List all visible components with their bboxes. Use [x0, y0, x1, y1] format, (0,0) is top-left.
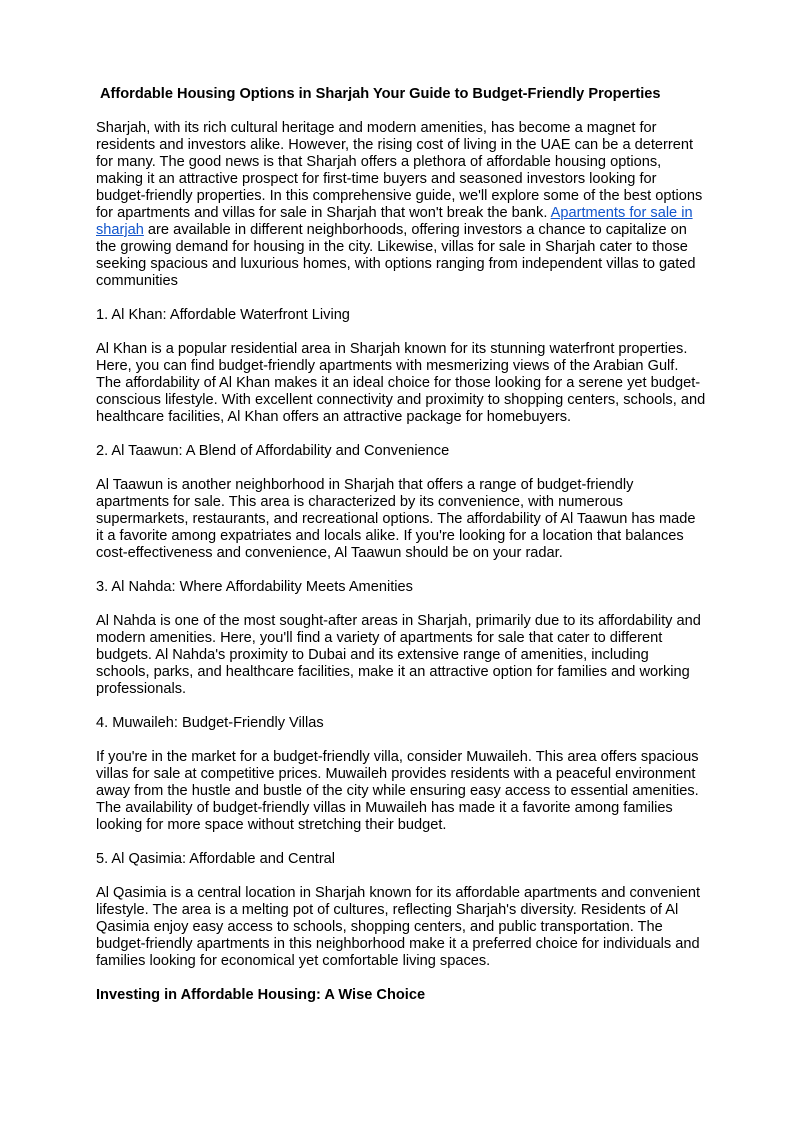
- document-title: Affordable Housing Options in Sharjah Your Guide to Budget-Friendly Properties: [100, 86, 661, 102]
- document-page: [96, 86, 706, 1004]
- closing-heading: Investing in Affordable Housing: A Wise Choice: [96, 987, 426, 1003]
- intro-text-before-link: Sharjah, with its rich cultural heritage and modern amenities, has become a magnet for residents and investors alike. However, the rising cost of living in the UAE can be a deterrent for many. The good news is that Sharjah offers a plethora of affordable housing options, making it an attractive prospect for first-time buyers and seasoned investors looking for budget-friendly properties. In this comprehensive guide, we'll explore some of the best options for apartments and villas for sale in Sharjah that won't break the bank.: [96, 120, 703, 221]
- section-heading-muwaileh: 4. Muwaileh: Budget-Friendly Villas: [96, 715, 324, 731]
- section-body-al-nahda: Al Nahda is one of the most sought-after areas in Sharjah, primarily due to its affordability and modern amenities. Here, you'll find a variety of apartments for sale that cater to different budgets. Al Nahda's proximity to Dubai and its extensive range of amenities, including schools, parks, and healthcare facilities, make it an attractive option for families and working professionals.: [96, 613, 701, 697]
- section-body-al-taawun: Al Taawun is another neighborhood in Sharjah that offers a range of budget-friendly apartments for sale. This area is characterized by its convenience, with numerous supermarkets, restaurants, and recreational options. The affordability of Al Taawun has made it a favorite among expatriates and locals alike. If you're looking for a location that balances cost-effectiveness and convenience, Al Taawun should be on your radar.: [96, 477, 696, 561]
- section-heading-al-qasimia: 5. Al Qasimia: Affordable and Central: [96, 851, 336, 867]
- intro-text-after-link: are available in different neighborhoods, offering investors a chance to capitalize on the growing demand for housing in the city. Likewise, villas for sale in Sharjah cater to those seeking spacious and luxurious homes, with options ranging from independent villas to gated communities: [96, 222, 696, 289]
- section-heading-al-taawun: 2. Al Taawun: A Blend of Affordability and Convenience: [96, 443, 450, 459]
- section-heading-al-nahda: 3. Al Nahda: Where Affordability Meets Amenities: [96, 579, 413, 595]
- section-body-muwaileh: If you're in the market for a budget-friendly villa, consider Muwaileh. This area offers spacious villas for sale at competitive prices. Muwaileh provides residents with a peaceful environment away from the hustle and bustle of the city while ensuring easy access to essential amenities. The availability of budget-friendly villas in Muwaileh has made it a favorite among families looking for more space without stretching their budget.: [96, 749, 699, 833]
- intro-paragraph: [96, 120, 706, 290]
- section-body-al-khan: Al Khan is a popular residential area in Sharjah known for its stunning waterfront properties. Here, you can find budget-friendly apartments with mesmerizing views of the Arabian Gulf. The affordability of Al Khan makes it an ideal choice for those looking for a serene yet budget-conscious lifestyle. With excellent connectivity and proximity to shopping centers, schools, and healthcare facilities, Al Khan offers an attractive package for homebuyers.: [96, 341, 706, 425]
- apartments-for-sale-link[interactable]: Apartments for sale in sharjah: [96, 205, 693, 238]
- section-body-al-qasimia: Al Qasimia is a central location in Sharjah known for its affordable apartments and convenient lifestyle. The area is a melting pot of cultures, reflecting Sharjah's diversity. Residents of Al Qasimia enjoy easy access to schools, shopping centers, and public transportation. The budget-friendly apartments in this neighborhood make it a preferred choice for individuals and families looking for economical yet comfortable living spaces.: [96, 885, 701, 969]
- section-heading-al-khan: 1. Al Khan: Affordable Waterfront Living: [96, 307, 350, 323]
